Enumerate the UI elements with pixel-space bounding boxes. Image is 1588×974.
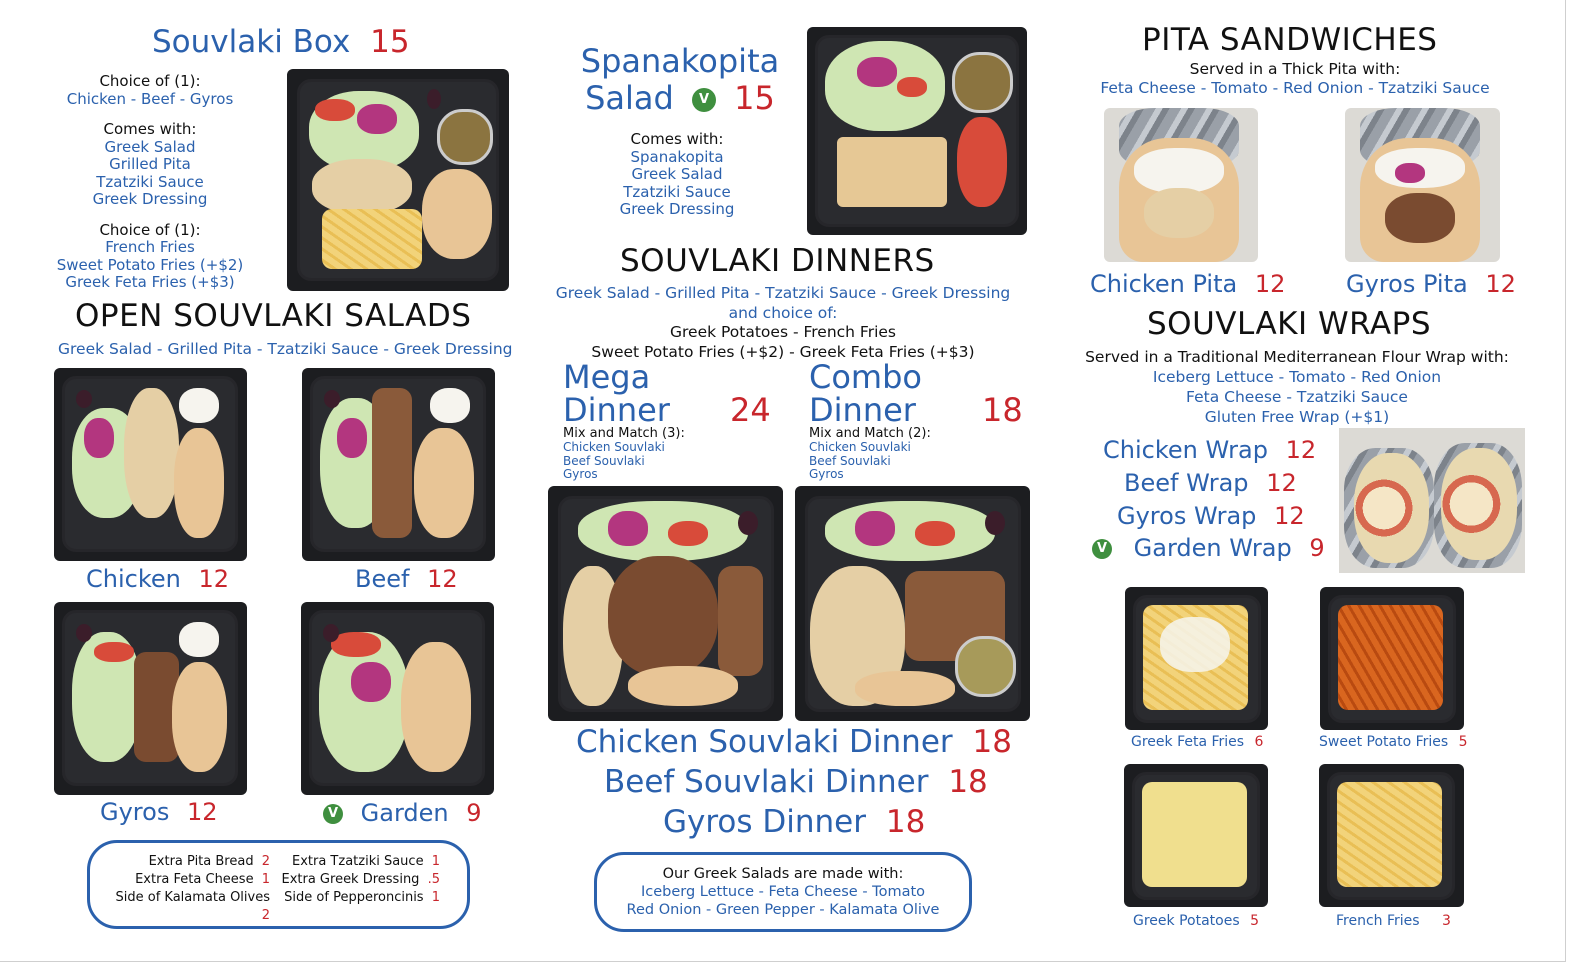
mix-option: Beef Souvlaki: [809, 453, 891, 468]
combo-dinner: [809, 358, 1024, 482]
item-price: 12: [1266, 469, 1297, 497]
item-price: 18: [885, 804, 926, 840]
comes-with-item: Greek Dressing: [619, 200, 735, 218]
side-option: French Fries: [105, 238, 195, 256]
salad-item-garden: [323, 799, 482, 827]
extra-item: Side of Pepperoncinis 1: [284, 890, 440, 905]
item-name: Beef Wrap: [1124, 469, 1249, 497]
item-price: 9: [1309, 534, 1325, 562]
item-name: Greek Feta Fries: [1131, 734, 1245, 750]
wraps-subtitle: [1078, 347, 1516, 427]
vegetarian-icon: V: [1092, 539, 1112, 559]
wraps-sub4: Gluten Free Wrap (+$1): [1204, 408, 1390, 426]
mix-option: Gyros: [563, 467, 598, 481]
greek-feta-fries-photo: [1125, 587, 1268, 730]
item-name: Chicken: [86, 565, 181, 593]
comes-with-item: Tzatziki Sauce: [623, 182, 731, 201]
comes-with-label: Comes with:: [630, 130, 724, 148]
page-edge-right: [1565, 0, 1566, 962]
souvlaki-box-name: Souvlaki Box: [152, 24, 351, 60]
mega-dinner-photo: [548, 486, 783, 721]
gyros-pita-photo: [1345, 108, 1500, 262]
item-price: 5: [1250, 913, 1259, 929]
mix-option: Chicken Souvlaki: [563, 440, 665, 454]
dinners-subtitle: [550, 284, 1016, 362]
item-price: 12: [1274, 502, 1305, 530]
pita-sub2: Feta Cheese - Tomato - Red Onion - Tzatziki Sauce: [1100, 79, 1490, 97]
wrap-item-beef: [1124, 469, 1297, 497]
mega-price: 24: [730, 391, 771, 429]
comes-with-item: Grilled Pita: [109, 155, 191, 173]
side-sweet-potato-fries: [1319, 734, 1468, 750]
souvlaki-box-photo: [287, 69, 509, 291]
spanakopita-price: 15: [734, 79, 775, 117]
item-price: 18: [972, 724, 1012, 760]
dinner-item-chicken: [576, 724, 1012, 760]
combo-dinner-photo: [795, 486, 1030, 721]
chicken-pita-photo: [1104, 108, 1258, 262]
salad-note-line: Red Onion - Green Pepper - Kalamata Olive: [626, 902, 940, 918]
choice-label: Choice of (1):: [99, 72, 201, 90]
salad-item-beef: [355, 565, 458, 593]
wrap-photo: [1339, 428, 1525, 573]
choice2-label: Choice of (1):: [99, 220, 201, 239]
souvlaki-box-title: [152, 24, 410, 60]
comes-with-item: Greek Dressing: [92, 190, 208, 208]
combo-price: 18: [982, 391, 1023, 429]
item-name: Greek Potatoes: [1133, 913, 1240, 929]
spanakopita-title: [570, 43, 790, 117]
wraps-title: SOUVLAKI WRAPS: [1147, 306, 1432, 342]
item-price: 12: [427, 565, 458, 593]
item-price: 5: [1458, 734, 1468, 750]
salad-note-line: Our Greek Salads are made with:: [662, 866, 904, 882]
pita-sub1: Served in a Thick Pita with:: [1189, 60, 1401, 78]
combo-line2: Dinner: [809, 391, 916, 429]
item-price: 12: [1254, 270, 1286, 298]
side-greek-feta-fries: [1131, 734, 1263, 750]
mega-line2: Dinner: [563, 391, 670, 429]
item-name: Chicken Souvlaki Dinner: [576, 724, 953, 760]
pita-item-gyros: [1346, 270, 1516, 298]
item-price: 9: [466, 799, 482, 827]
extra-item: Extra Feta Cheese 1: [135, 872, 270, 887]
item-price: 12: [186, 798, 218, 826]
item-price: 6: [1254, 734, 1264, 750]
dinners-sub1: Greek Salad - Grilled Pita - Tzatziki Sauce - Greek Dressing: [555, 284, 1011, 302]
dinner-item-gyros: [663, 804, 925, 840]
extra-item: Extra Tzatziki Sauce 1: [291, 854, 440, 869]
wrap-item-garden: [1092, 534, 1325, 562]
spanakopita-title-line2: Salad: [585, 79, 674, 117]
dinners-sub2: and choice of:: [728, 303, 838, 322]
extra-item: Extra Greek Dressing .5: [281, 872, 440, 887]
greek-potatoes-photo: [1124, 764, 1268, 907]
item-name: Gyros Pita: [1346, 270, 1468, 298]
vegetarian-icon: V: [692, 88, 716, 112]
mix-option: Chicken Souvlaki: [809, 440, 911, 454]
item-name: Beef Souvlaki Dinner: [604, 764, 929, 800]
mix-label: Mix and Match (2):: [809, 426, 931, 441]
side-option: Sweet Potato Fries (+$2): [56, 255, 244, 274]
mega-line1: Mega: [563, 358, 651, 396]
mix-option: Gyros: [809, 467, 844, 481]
item-name: Beef: [355, 565, 410, 593]
vegetarian-icon: V: [323, 804, 343, 824]
side-greek-potatoes: [1133, 913, 1259, 929]
sweet-potato-fries-photo: [1320, 587, 1464, 730]
spanakopita-details: [577, 131, 777, 219]
comes-with-item: Greek Salad: [104, 137, 196, 156]
souvlaki-box-details: [40, 73, 260, 292]
item-price: 12: [198, 565, 230, 593]
wrap-item-gyros: [1117, 502, 1305, 530]
comes-with-item: Greek Salad: [631, 165, 723, 183]
item-name: Garden Wrap: [1133, 534, 1292, 562]
extra-item: Extra Pita Bread 2: [148, 854, 270, 869]
extras-left: [100, 853, 270, 925]
combo-line1: Combo: [809, 358, 922, 396]
salad-item-chicken: [86, 565, 229, 593]
garden-salad-photo: [301, 602, 494, 795]
item-price: 12: [1285, 436, 1317, 464]
item-name: Gyros Dinner: [663, 804, 866, 840]
souvlaki-box-price: 15: [370, 24, 410, 60]
chicken-salad-photo: [54, 368, 247, 561]
mix-label: Mix and Match (3):: [563, 426, 685, 441]
spanakopita-title-line1: Spanakopita: [580, 42, 780, 80]
item-name: Sweet Potato Fries: [1319, 734, 1449, 750]
item-price: 18: [948, 764, 988, 800]
comes-with-item: Spanakopita: [630, 147, 724, 166]
dinners-title: SOUVLAKI DINNERS: [620, 243, 935, 279]
wraps-sub2: Iceberg Lettuce - Tomato - Red Onion: [1152, 368, 1442, 386]
mega-dinner: [563, 358, 778, 482]
item-name: Gyros: [100, 798, 170, 826]
salad-item-gyros: [100, 798, 218, 826]
item-name: French Fries: [1336, 913, 1420, 929]
pita-subtitle: [1090, 60, 1500, 98]
item-name: Chicken Pita: [1090, 270, 1238, 298]
spanakopita-photo: [807, 27, 1027, 235]
mix-option: Beef Souvlaki: [563, 453, 645, 468]
pita-item-chicken: [1090, 270, 1285, 298]
dinners-sub4: Sweet Potato Fries (+$2) - Greek Feta Fries (+$3): [591, 342, 975, 361]
side-option: Greek Feta Fries (+$3): [65, 273, 235, 291]
dinners-sub3: Greek Potatoes - French Fries: [669, 323, 897, 341]
page-edge-bottom: [0, 961, 1566, 962]
item-name: Chicken Wrap: [1103, 436, 1268, 464]
extras-right: [280, 853, 440, 907]
open-salads-subtitle: Greek Salad - Grilled Pita - Tzatziki Sauce - Greek Dressing: [58, 340, 513, 358]
item-name: Gyros Wrap: [1117, 502, 1257, 530]
item-price: 3: [1442, 913, 1451, 929]
beef-salad-photo: [302, 368, 495, 561]
wrap-item-chicken: [1103, 436, 1316, 464]
comes-with-item: Tzatziki Sauce: [96, 172, 204, 191]
dinner-item-beef: [604, 764, 988, 800]
choice-options: Chicken - Beef - Gyros: [66, 89, 234, 108]
side-french-fries: [1336, 913, 1451, 929]
item-name: Garden: [360, 799, 449, 827]
french-fries-photo: [1319, 764, 1464, 907]
item-price: 12: [1485, 270, 1516, 298]
gyros-salad-photo: [54, 602, 247, 795]
extra-item: Side of Kalamata Olives 2: [115, 890, 270, 923]
wraps-sub1: Served in a Traditional Mediterranean Flour Wrap with:: [1085, 348, 1509, 366]
comes-with-label: Comes with:: [103, 120, 197, 138]
salad-note-line: Iceberg Lettuce - Feta Cheese - Tomato: [640, 884, 926, 900]
salad-note-text: [594, 865, 972, 919]
open-salads-title: OPEN SOUVLAKI SALADS: [75, 298, 472, 334]
pita-title: PITA SANDWICHES: [1142, 22, 1438, 58]
wraps-sub3: Feta Cheese - Tzatziki Sauce: [1186, 388, 1408, 406]
